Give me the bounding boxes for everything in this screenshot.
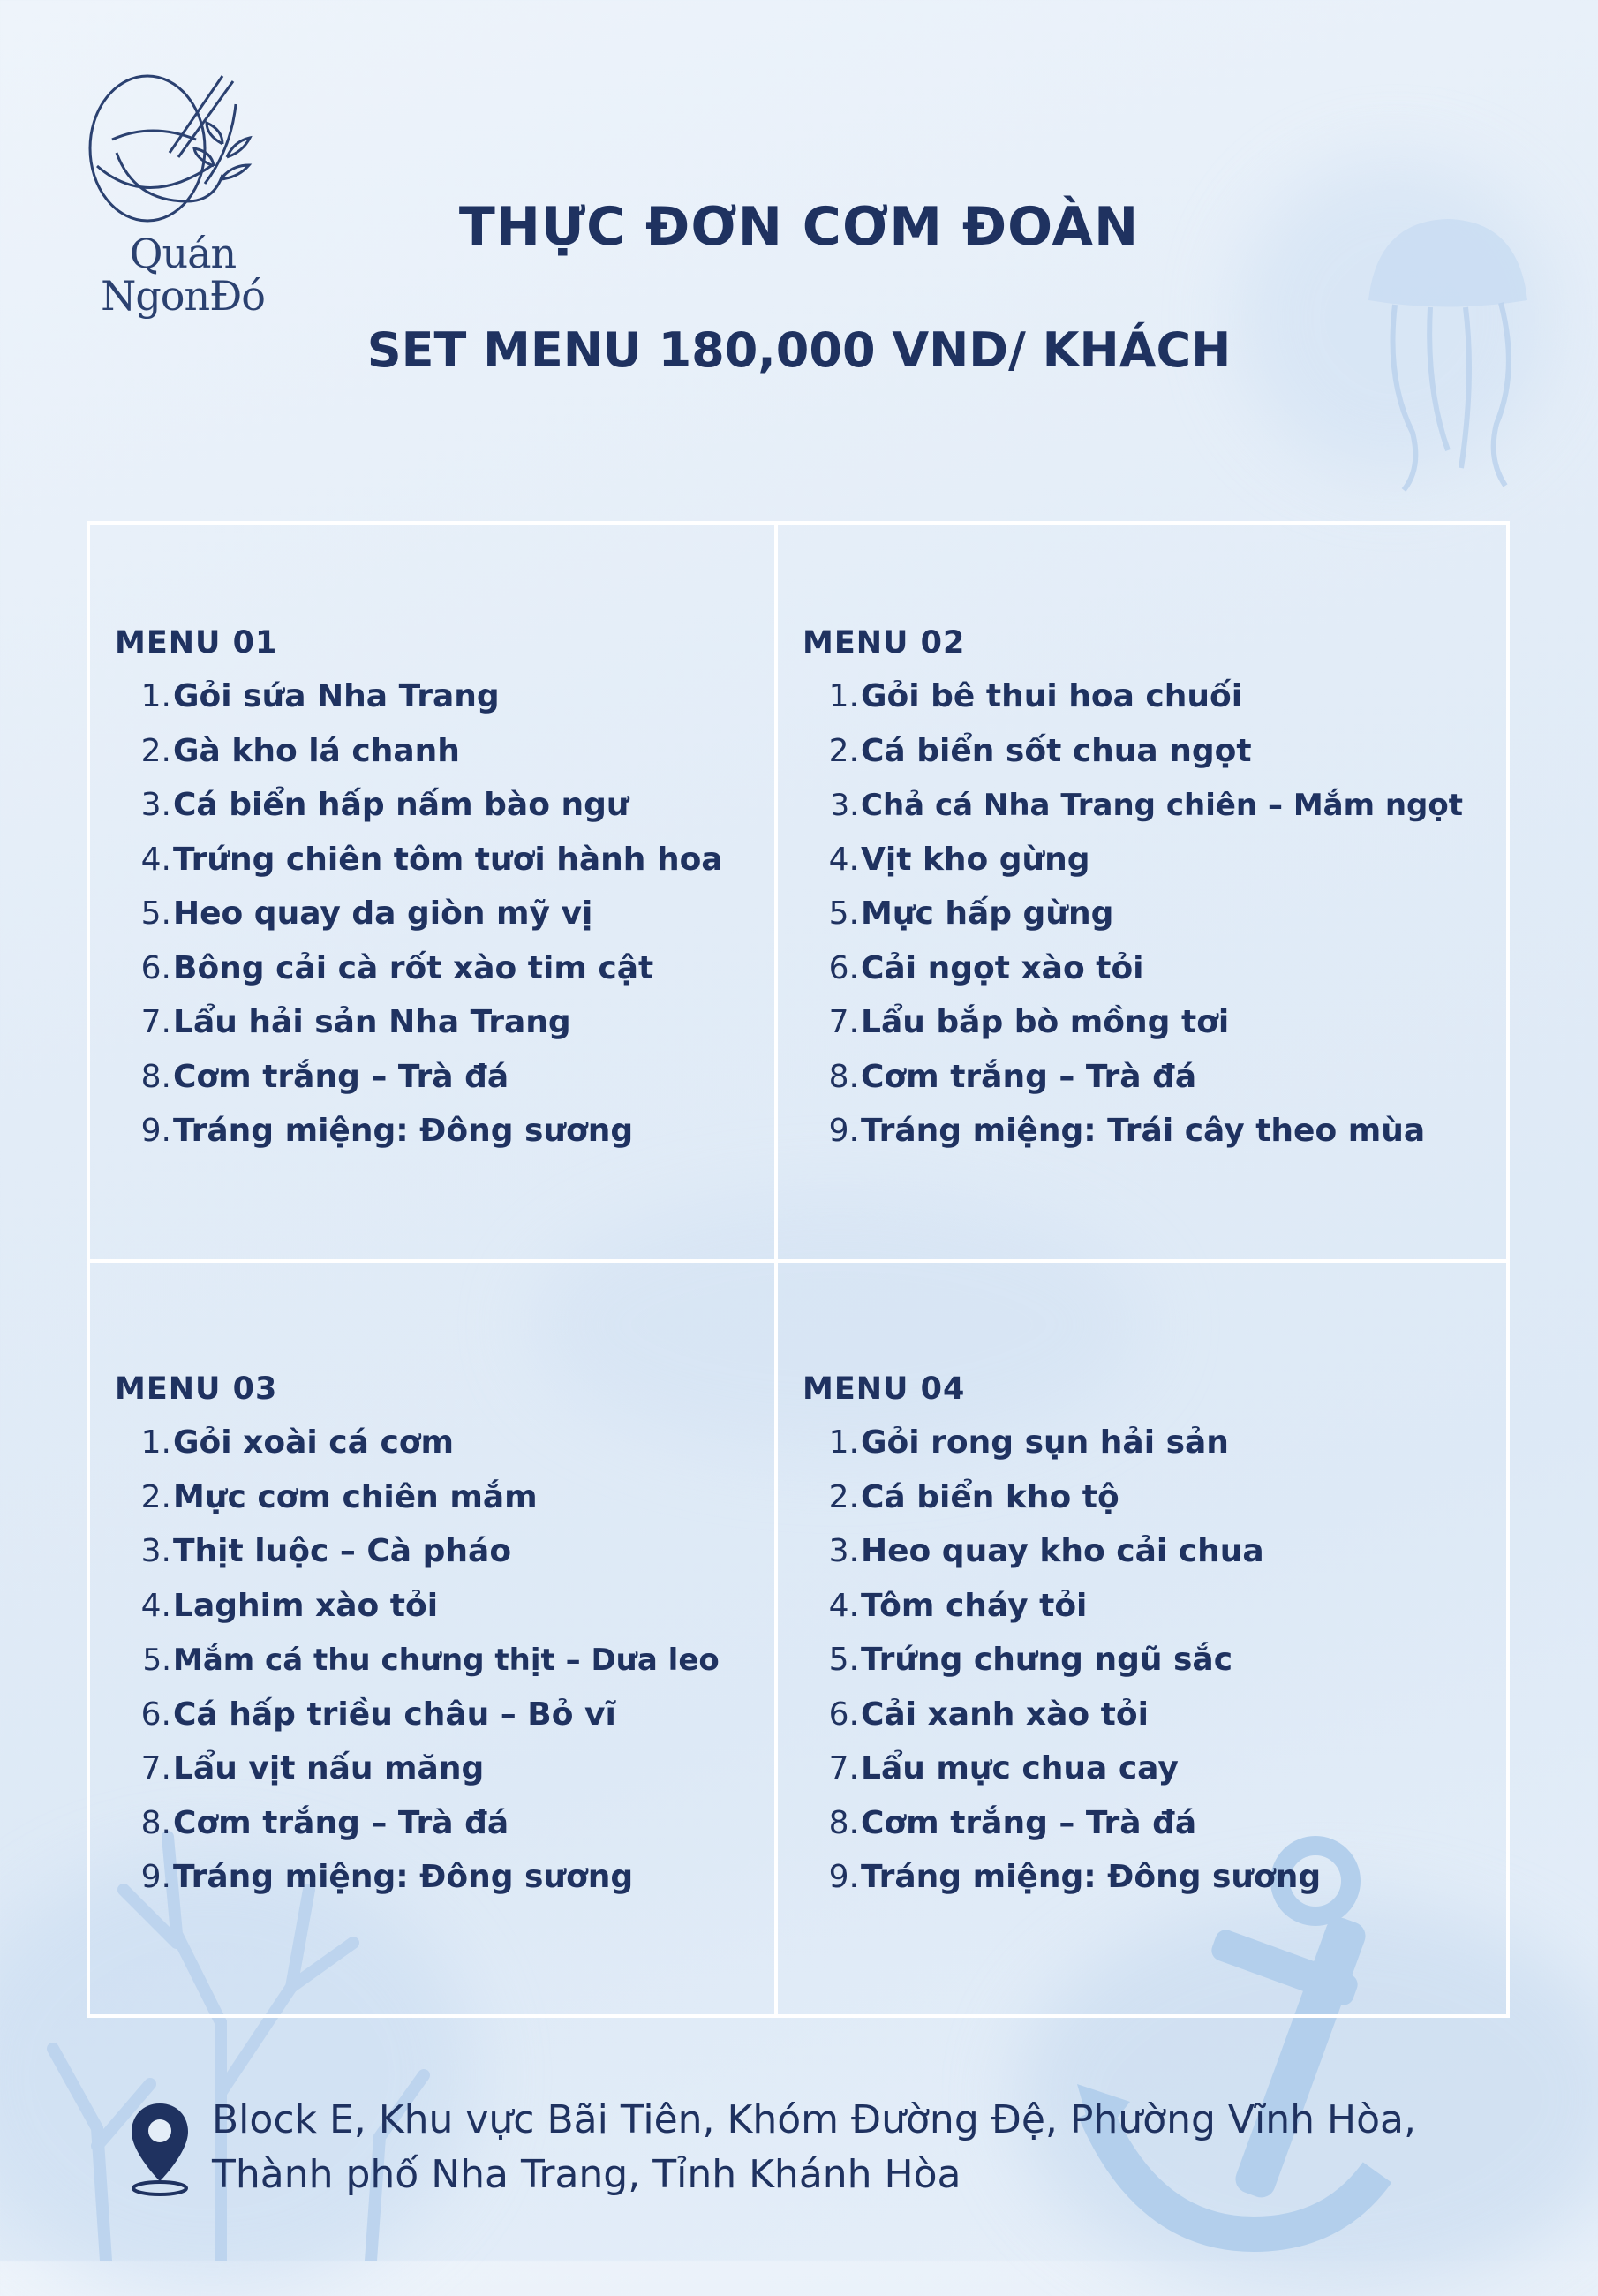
menu-item: 3. Cá biển hấp nấm bào ngư [140,787,629,824]
menu-card-02 [803,625,1504,1159]
grid-border-left [87,521,90,2018]
menu-item: 3. Thịt luộc – Cà pháo [140,1533,512,1570]
menu-grid [87,521,1510,2018]
menu-item: 9. Tráng miệng: Đông sương [140,1859,634,1896]
menu-item: 3. Chả cá Nha Trang chiên – Mắm ngọt [830,787,1464,823]
menu-item: 9. Tráng miệng: Đông sương [140,1113,634,1150]
menu-item: 9. Tráng miệng: Đông sương [828,1859,1322,1896]
address-text [212,2093,1416,2202]
address-line1: Block E, Khu vực Bãi Tiên, Khóm Đường Đệ, Phường Vĩnh Hòa, [212,2097,1416,2142]
menu-item: 1. Gỏi rong sụn hải sản [828,1424,1229,1461]
menu-item: 7. Lẩu hải sản Nha Trang [140,1004,571,1041]
menu-item: 1. Gỏi sứa Nha Trang [140,678,500,715]
menu-item: 5. Trứng chưng ngũ sắc [828,1642,1233,1679]
menu-item: 4. Vịt kho gừng [828,841,1090,878]
menu-item: 6. Cải xanh xào tỏi [828,1696,1149,1733]
grid-divider-vertical [774,521,778,2018]
menu-item: 2. Gà kho lá chanh [140,732,460,769]
menu-item: 5. Heo quay da giòn mỹ vị [140,895,593,933]
menu-item: 7. Lẩu bắp bò mồng tơi [828,1004,1230,1041]
menu-item: 7. Lẩu mực chua cay [828,1750,1179,1787]
menu-item: 8. Cơm trắng – Trà đá [828,1058,1197,1095]
menu-title: MENU 03 [115,1371,278,1407]
grid-divider-horizontal [87,1259,1510,1263]
menu-item: 6. Cải ngọt xào tỏi [828,949,1144,986]
location-pin-icon [128,2100,192,2197]
menu-item: 8. Cơm trắng – Trà đá [140,1804,509,1841]
menu-item: 1. Gỏi bê thui hoa chuối [828,678,1243,715]
menu-item: 2. Cá biển kho tộ [828,1478,1119,1515]
menu-title: MENU 04 [803,1371,966,1407]
menu-item: 4. Laghim xào tỏi [140,1587,439,1624]
menu-item: 5. Mực hấp gừng [828,895,1114,933]
menu-item: 9. Tráng miệng: Trái cây theo mùa [828,1113,1426,1150]
menu-title: MENU 02 [803,625,966,661]
page-title: THỰC ĐƠN CƠM ĐOÀN [458,196,1140,258]
grid-border-bottom [87,2014,1510,2018]
page-subtitle: SET MENU 180,000 VND/ KHÁCH [366,322,1232,378]
menu-item: 7. Lẩu vịt nấu măng [140,1750,485,1787]
address-block [128,2093,1541,2217]
menu-item: 5. Mắm cá thu chưng thịt – Dưa leo [142,1642,720,1678]
menu-item: 8. Cơm trắng – Trà đá [828,1804,1197,1841]
menu-title: MENU 01 [115,625,278,661]
menu-card-01 [115,625,768,1159]
menu-item: 6. Cá hấp triều châu – Bỏ vĩ [140,1696,616,1733]
menu-item: 6. Bông cải cà rốt xào tim cật [140,949,654,986]
menu-item: 2. Mực cơm chiên mắm [140,1478,538,1515]
address-line2: Thành phố Nha Trang, Tỉnh Khánh Hòa [212,2152,961,2197]
menu-item: 1. Gỏi xoài cá cơm [140,1424,455,1461]
menu-item: 3. Heo quay kho cải chua [828,1533,1264,1570]
menu-card-04 [803,1371,1504,1905]
menu-item: 4. Trứng chiên tôm tươi hành hoa [140,841,723,878]
grid-border-top [87,521,1510,525]
menu-item: 8. Cơm trắng – Trà đá [140,1058,509,1095]
brand-name-line2: NgonĐó [101,272,265,320]
menu-card-03 [115,1371,768,1905]
brand-name-line1: Quán [129,230,237,277]
menu-item: 4. Tôm cháy tỏi [828,1587,1088,1624]
grid-border-right [1506,521,1510,2018]
menu-item: 2. Cá biển sốt chua ngọt [828,732,1252,769]
